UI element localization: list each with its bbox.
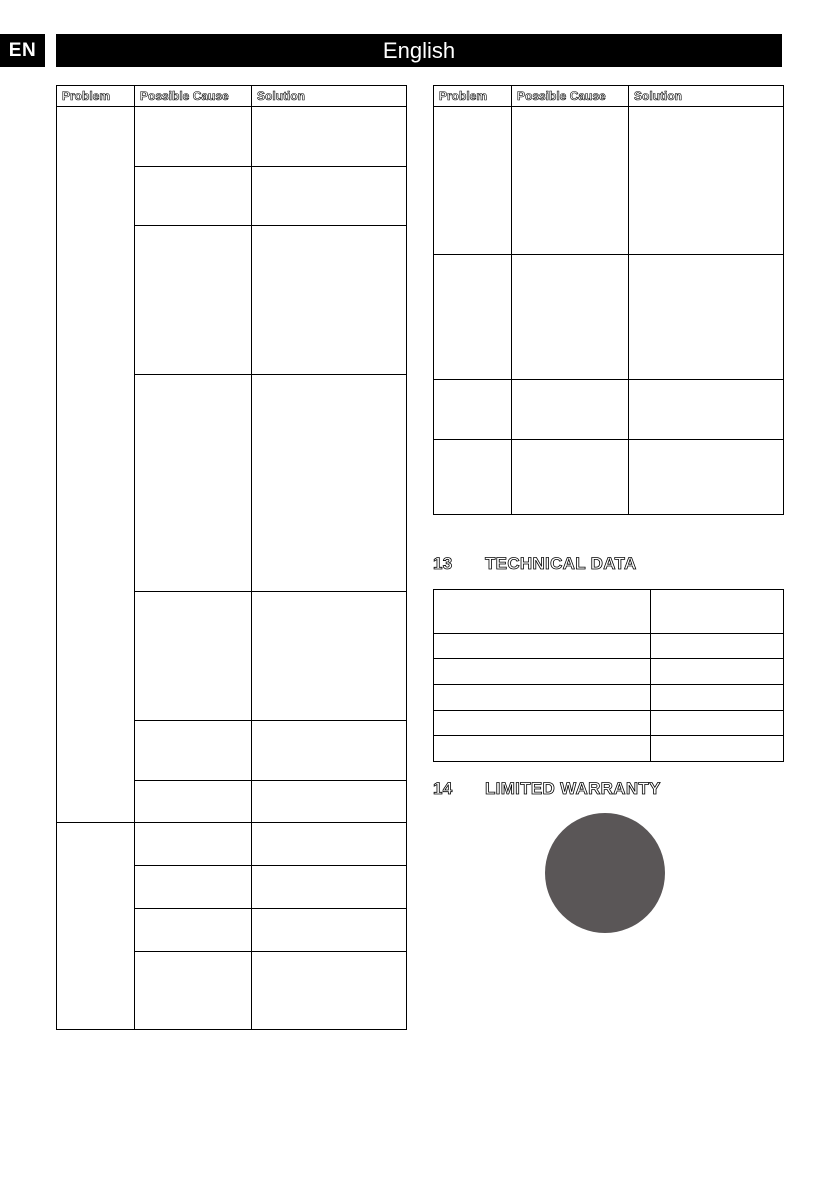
solution-cell [629, 255, 784, 380]
page-title: English [56, 34, 782, 67]
cause-cell [135, 823, 252, 866]
column-header-solution: Solution [629, 86, 784, 107]
spec-value-cell [651, 634, 784, 659]
language-badge: EN [0, 34, 45, 67]
solution-cell [252, 167, 407, 226]
solution-cell [252, 952, 407, 1030]
cause-cell [135, 375, 252, 592]
spec-label-cell [434, 590, 651, 634]
solution-cell [629, 440, 784, 515]
column-header-possible-cause: Possible Cause [135, 86, 252, 107]
section-title: TECHNICAL DATA [485, 554, 637, 573]
column-header-problem: Problem [434, 86, 512, 107]
solution-cell [252, 721, 407, 781]
warranty-circle-graphic [545, 813, 665, 933]
cause-cell [135, 226, 252, 375]
solution-cell [252, 375, 407, 592]
cause-cell [512, 380, 629, 440]
problem-cell [434, 440, 512, 515]
spec-value-cell [651, 711, 784, 736]
problem-cell [434, 380, 512, 440]
column-header-possible-cause: Possible Cause [512, 86, 629, 107]
cause-cell [135, 909, 252, 952]
troubleshooting-table-right [433, 85, 784, 515]
column-header-solution: Solution [252, 86, 407, 107]
spec-label-cell [434, 659, 651, 685]
cause-cell [135, 781, 252, 823]
section-number: 14 [433, 779, 453, 798]
cause-cell [135, 866, 252, 909]
spec-label-cell [434, 634, 651, 659]
section-number: 13 [433, 554, 453, 573]
technical-data-table [433, 589, 784, 762]
cause-cell [512, 440, 629, 515]
cause-cell [135, 167, 252, 226]
column-header-problem: Problem [57, 86, 135, 107]
spec-label-cell [434, 685, 651, 711]
problem-cell [57, 823, 135, 1030]
cause-cell [512, 255, 629, 380]
solution-cell [252, 592, 407, 721]
technical-data-heading [433, 554, 637, 574]
cause-cell [135, 952, 252, 1030]
spec-value-cell [651, 685, 784, 711]
solution-cell [252, 107, 407, 167]
cause-cell [512, 107, 629, 255]
spec-label-cell [434, 736, 651, 762]
problem-cell [57, 107, 135, 823]
solution-cell [252, 909, 407, 952]
solution-cell [252, 226, 407, 375]
cause-cell [135, 107, 252, 167]
solution-cell [252, 781, 407, 823]
spec-value-cell [651, 659, 784, 685]
problem-cell [434, 255, 512, 380]
cause-cell [135, 592, 252, 721]
cause-cell [135, 721, 252, 781]
troubleshooting-table-left [56, 85, 407, 1030]
limited-warranty-heading [433, 779, 661, 799]
solution-cell [629, 380, 784, 440]
solution-cell [252, 866, 407, 909]
spec-value-cell [651, 736, 784, 762]
problem-cell [434, 107, 512, 255]
solution-cell [252, 823, 407, 866]
spec-value-cell [651, 590, 784, 634]
spec-label-cell [434, 711, 651, 736]
section-title: LIMITED WARRANTY [485, 779, 661, 798]
solution-cell [629, 107, 784, 255]
